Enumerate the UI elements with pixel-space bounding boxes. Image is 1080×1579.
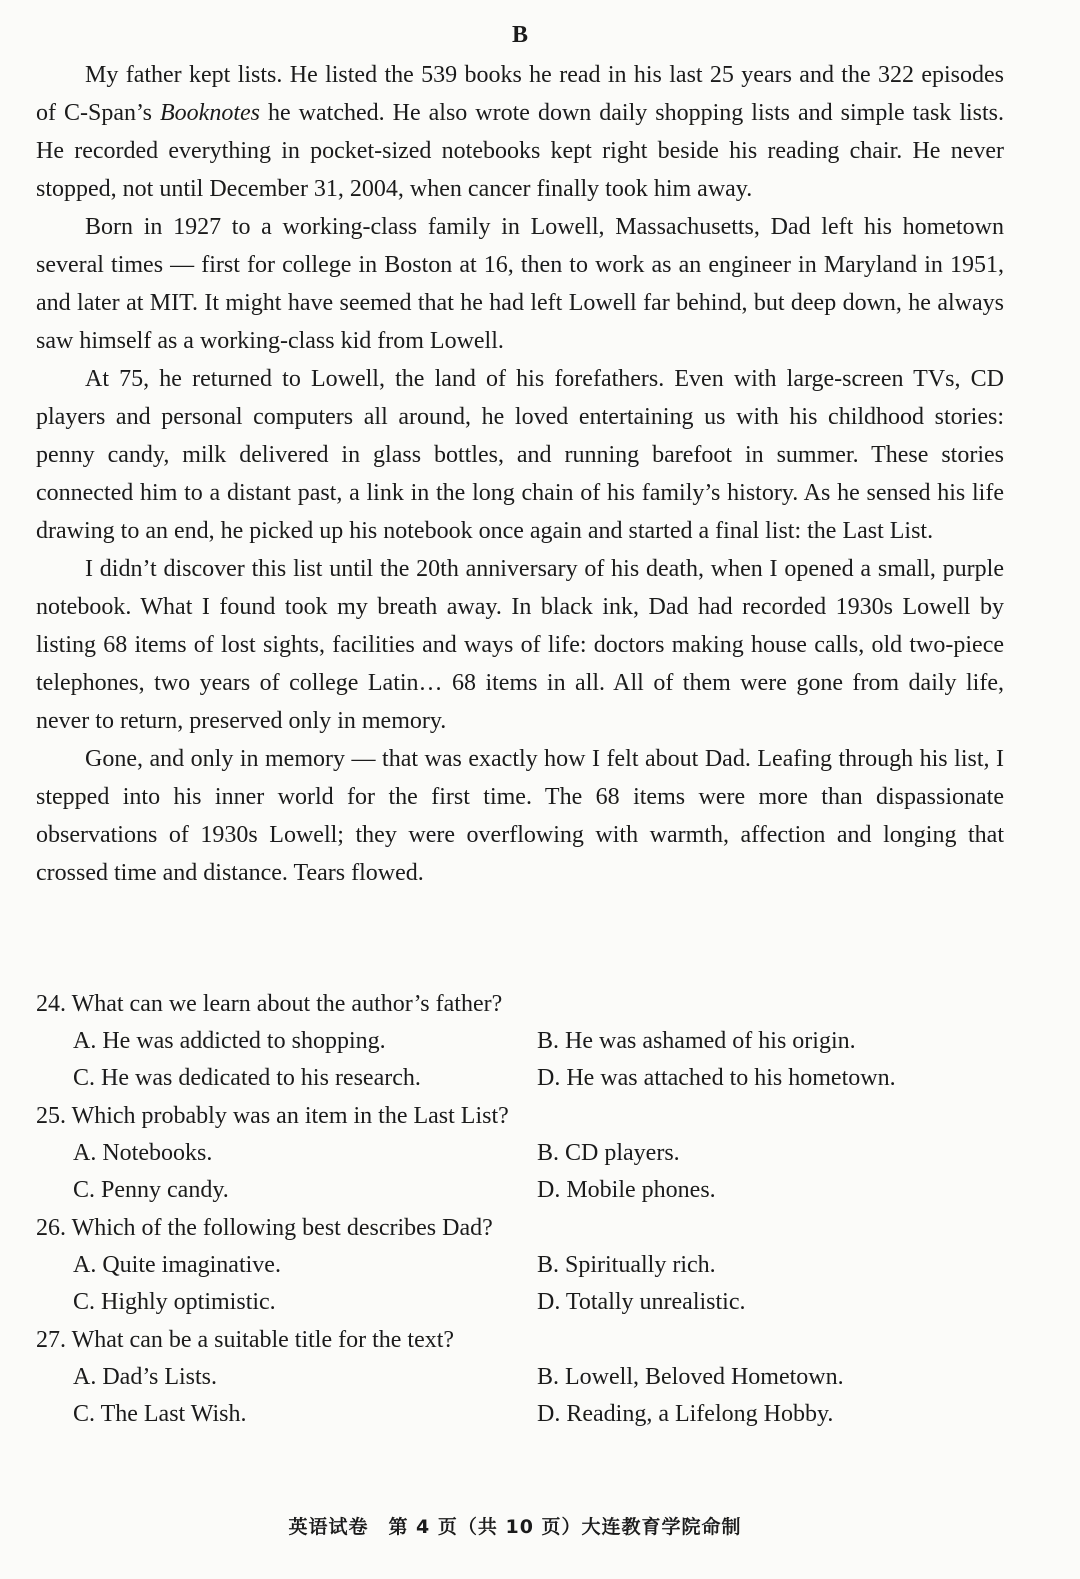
- page-footer: 英语试卷 第 4 页（共 10 页）大连教育学院命制: [288, 1516, 742, 1538]
- question-stem: 27. What can be a suitable title for the text?: [36, 1327, 455, 1353]
- question-stem: 25. Which probably was an item in the Last List?: [36, 1103, 509, 1129]
- option-a: A. Dad’s Lists.: [73, 1364, 217, 1390]
- question-24: [36, 985, 1004, 1097]
- paragraph-3: At 75, he returned to Lowell, the land of his forefathers. Even with large-screen TVs, CD players and personal computers all around, he loved entertaining us with his childhood stories: penny candy, milk delivered in glass bottles, and running barefoot in summer. These stories connected him to a distant past, a link in the long chain of his family’s history. As he sensed his life drawing to an end, he picked up his notebook once again and started a final list: the Last List.: [36, 366, 1004, 544]
- option-d: D. Totally unrealistic.: [537, 1289, 746, 1315]
- paragraph-2: Born in 1927 to a working-class family in Lowell, Massachusetts, Dad left his hometown several times — first for college in Boston at 16, then to work as an engineer in Maryland in 1951, and later at MIT. It might have seemed that he had left Lowell far behind, but deep down, he always saw himself as a working-class kid from Lowell.: [36, 214, 1004, 354]
- option-b: B. CD players.: [537, 1140, 680, 1166]
- option-c: C. The Last Wish.: [73, 1401, 247, 1427]
- question-stem: 24. What can we learn about the author’s father?: [36, 991, 503, 1017]
- question-26: [36, 1209, 1004, 1321]
- option-c: C. Highly optimistic.: [73, 1289, 276, 1315]
- option-b: B. Lowell, Beloved Hometown.: [537, 1364, 844, 1390]
- program-title: Booknotes: [160, 100, 260, 126]
- option-b: B. Spiritually rich.: [537, 1252, 716, 1278]
- reading-passage: [36, 56, 1004, 892]
- question-stem: 26. Which of the following best describes Dad?: [36, 1215, 493, 1241]
- option-b: B. He was ashamed of his origin.: [537, 1028, 856, 1054]
- section-heading: B: [511, 22, 528, 48]
- paragraph-4: I didn’t discover this list until the 20th anniversary of his death, when I opened a small, purple notebook. What I found took my breath away. In black ink, Dad had recorded 1930s Lowell by listing 68 items of lost sights, facilities and ways of life: doctors making house calls, old two-piece telephones, two years of college Latin… 68 items in all. All of them were gone from daily life, never to return, preserved only in memory.: [36, 556, 1004, 734]
- option-d: D. He was attached to his hometown.: [537, 1065, 896, 1091]
- question-27: [36, 1321, 1004, 1433]
- option-d: D. Reading, a Lifelong Hobby.: [537, 1401, 834, 1427]
- option-d: D. Mobile phones.: [537, 1177, 716, 1203]
- option-a: A. Notebooks.: [73, 1140, 213, 1166]
- option-a: A. He was addicted to shopping.: [73, 1028, 386, 1054]
- paragraph-1: My father kept lists. He listed the 539 books he read in his last 25 years and the 322 episodes of C-Span’s Booknotes he watched. He also wrote down daily shopping lists and simple task lists. He recorded everything in pocket-sized notebooks kept right beside his reading chair. He never stopped, not until December 31, 2004, when cancer finally took him away.: [36, 62, 1004, 202]
- option-c: C. He was dedicated to his research.: [73, 1065, 421, 1091]
- paragraph-5: Gone, and only in memory — that was exactly how I felt about Dad. Leafing through his list, I stepped into his inner world for the first time. The 68 items were more than dispassionate observations of 1930s Lowell; they were overflowing with warmth, affection and longing that crossed time and distance. Tears flowed.: [36, 746, 1004, 886]
- option-a: A. Quite imaginative.: [73, 1252, 281, 1278]
- question-25: [36, 1097, 1004, 1209]
- question-list: [36, 985, 1004, 1433]
- option-c: C. Penny candy.: [73, 1177, 229, 1203]
